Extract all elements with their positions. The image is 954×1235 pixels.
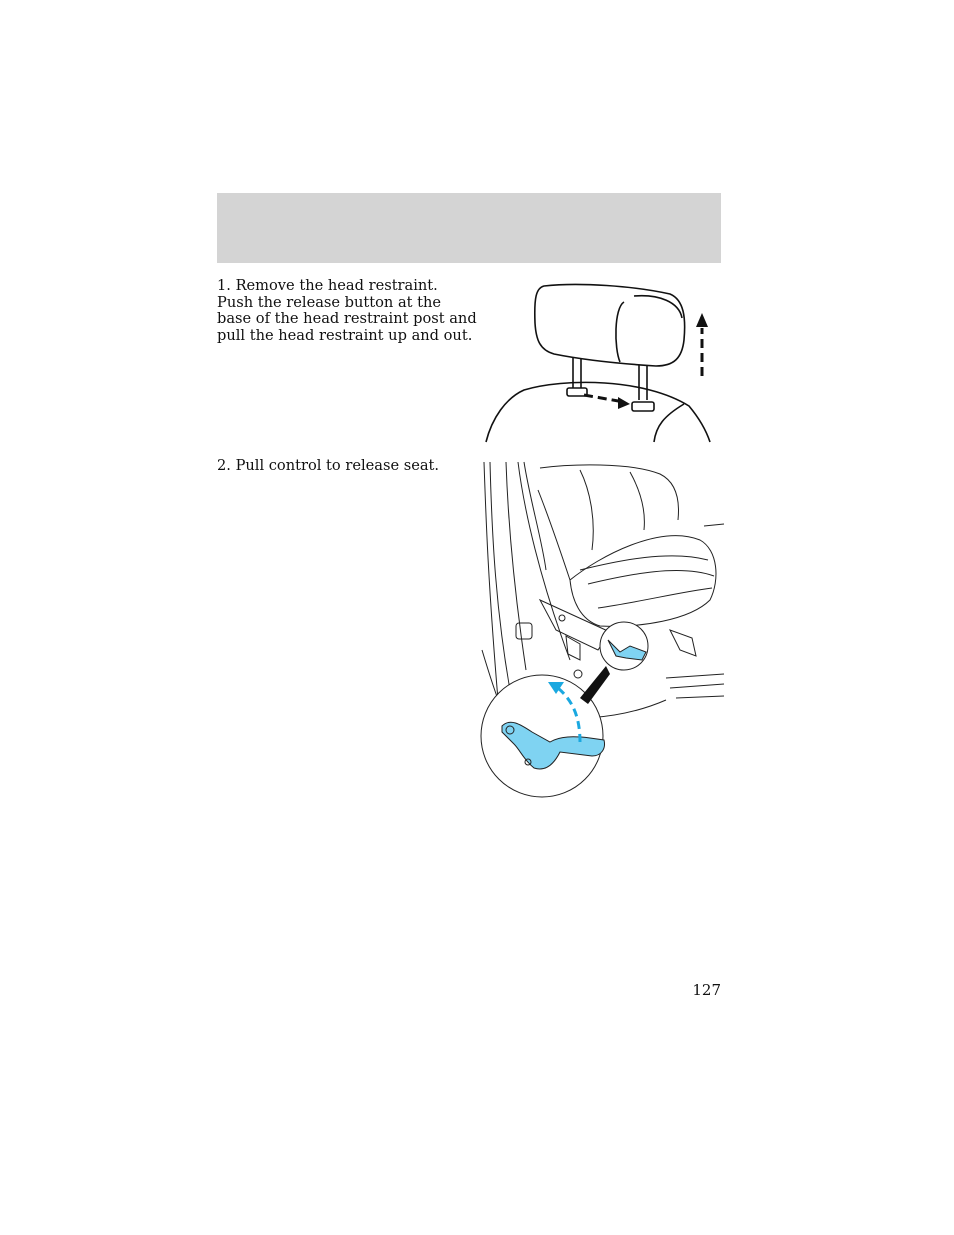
step-1-text: 1. Remove the head restraint. Push the release button at the base of the head restraint post and pull the head restraint up and out.: [217, 277, 477, 344]
head-restraint-illustration: [484, 278, 714, 446]
section-header-band: [217, 193, 721, 263]
step-2-text: 2. Pull control to release seat.: [217, 457, 440, 474]
lift-arrow-head: [696, 313, 708, 327]
push-arrow-head: [618, 397, 630, 409]
page-number: 127: [692, 981, 721, 999]
zoom-pointer-arrow: [580, 666, 610, 704]
seat-release-illustration: [480, 460, 724, 800]
